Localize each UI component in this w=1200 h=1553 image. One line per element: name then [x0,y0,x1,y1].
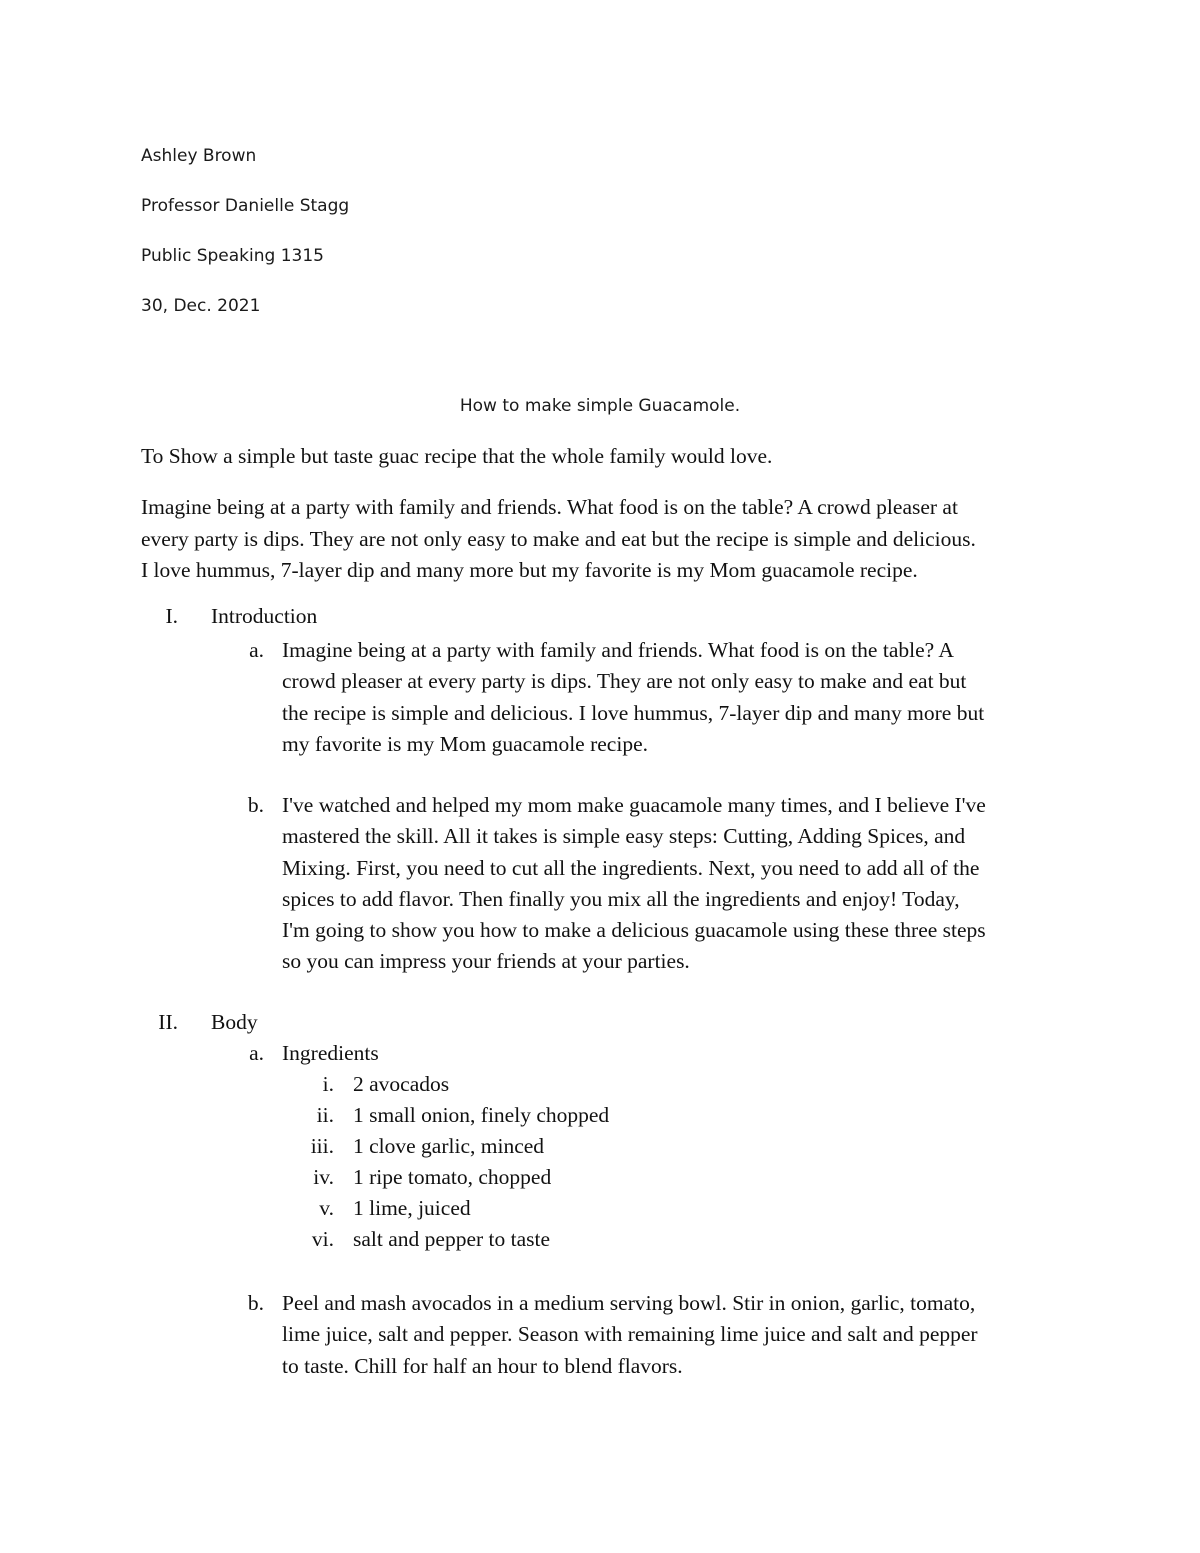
item-line: I'm going to show you how to make a delicious guacamole using these three steps [282,918,986,943]
list-marker: iv. [313,1165,334,1189]
purpose-statement: To Show a simple but taste guac recipe that the whole family would love. [141,444,773,468]
section-numeral: I. [165,604,178,628]
item-line: spices to add flavor. Then finally you mix all the ingredients and enjoy! Today, [282,886,960,911]
item-line: lime juice, salt and pepper. Season with remaining lime juice and salt and pepper [282,1322,978,1347]
list-marker: v. [319,1196,334,1220]
intro-paragraph [141,492,1066,587]
ingredient-item: salt and pepper to taste [353,1227,551,1251]
ingredient-item: 1 lime, juiced [353,1196,471,1220]
document-title: How to make simple Guacamole. [459,396,741,416]
list-marker: vi. [311,1227,334,1251]
item-line: crowd pleaser at every party is dips. They are not only easy to make and eat but [282,669,967,694]
item-line: I've watched and helped my mom make guacamole many times, and I believe I've [282,793,986,817]
ingredient-item: 2 avocados [353,1072,450,1096]
section-numeral: II. [158,1010,178,1034]
list-marker: ii. [316,1103,334,1127]
list-marker: a. [249,638,264,662]
list-marker: a. [249,1041,264,1065]
course-name: Public Speaking 1315 [141,246,324,266]
item-line: Peel and mash avocados in a medium serving bowl. Stir in onion, garlic, tomato, [282,1291,976,1315]
author-name: Ashley Brown [141,146,257,166]
list-marker: b. [247,793,264,817]
date: 30, Dec. 2021 [141,296,261,316]
item-line: to taste. Chill for half an hour to blend flavors. [282,1353,683,1378]
item-line: Imagine being at a party with family and friends. What food is on the table? A [282,638,954,662]
item-line: Mixing. First, you need to cut all the ingredients. Next, you need to add all of the [282,855,980,880]
paragraph-line: Imagine being at a party with family and friends. What food is on the table? A crowd pleaser at [141,495,958,519]
list-marker: i. [322,1072,334,1096]
item-line: mastered the skill. All it takes is simple easy steps: Cutting, Adding Spices, and [282,824,966,849]
professor-name: Professor Danielle Stagg [141,196,350,216]
paragraph-line: every party is dips. They are not only easy to make and eat but the recipe is simple and delicious. [141,526,976,551]
ingredient-item: 1 ripe tomato, chopped [353,1165,552,1189]
item-line: the recipe is simple and delicious. I love hummus, 7-layer dip and many more but [282,700,985,725]
body-item-b [282,1288,978,1382]
item-line: so you can impress your friends at your parties. [282,949,690,974]
introduction-item-a [282,635,984,760]
item-line: my favorite is my Mom guacamole recipe. [282,731,648,756]
section-heading-body: Body [211,1010,258,1034]
introduction-item-b [282,790,986,978]
list-marker: b. [247,1291,264,1315]
list-marker: iii. [310,1134,334,1158]
paragraph-line: I love hummus, 7-layer dip and many more but my favorite is my Mom guacamole recipe. [141,558,918,582]
section-heading-introduction: Introduction [211,604,318,628]
ingredients-label: Ingredients [282,1041,379,1065]
ingredient-item: 1 small onion, finely chopped [353,1103,610,1127]
ingredient-item: 1 clove garlic, minced [353,1134,545,1158]
